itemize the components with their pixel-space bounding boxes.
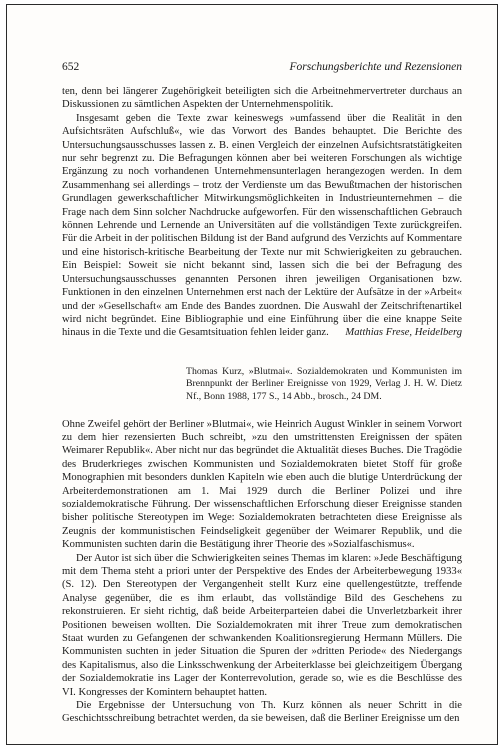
page-number: 652 [62,61,80,73]
review1-paragraph-2: Insgesamt geben die Texte zwar keineswegs »umfassend über die Realität in den Aufsichtsräten Aufschluß«, wie das Vorwort des Bandes behauptet. Die Berichte des Untersuchungsausschusses lassen z. B. einen Vergleich der einzelnen Aufsichtsratstätigkeiten nur sehr begrenzt zu. Die Befragungen können aber bei weiteren Forschungen als wichtige Ergänzung zu noch vorhandenen Unternehmensunterlagen herangezogen werden. In dem Zusammenhang sei allerdings – trotz der Verdienste um das Bewußtmachen der historischen Grundlagen gewerkschaftlicher Mitwirkungsmöglichkeiten in Industrieunternehmen – die Frage nach dem Sinn solcher Nachdrucke aufgeworfen. Für den wissenschaftlichen Gebrauch können Lehrende und Lernende an Universitäten auf die vollständigen Texte zurückgreifen. Für die Arbeit in der politischen Bildung ist der Band aufgrund des Verzichts auf Kommentare und eine historisch-kritische Bearbeitung der Texte nur mit Schwierigkeiten zu gebrauchen. Ein Beispiel: Soweit sie nicht bekannt sind, lassen sich die bei der Befragung des Untersuchungsausschusses genannten Personen ihren jeweiligen Organisationen bzw. Funktionen in den einzelnen Unternehmen erst nach der Lektüre der Aufsätze in der »Arbeit« und der »Gesellschaft« am Ende des Bandes zuordnen. Die Auswahl der Zeitschriftenartikel wird nicht begründet. Eine Bibliographie und eine Einführung über die eine knappe Seite hinaus in die Texte und die Gesamtsituation fehlen leider ganz. [62,112,462,339]
review1-signature: Matthias Frese, Heidelberg [345,327,462,339]
review2-bibliography: Thomas Kurz, »Blutmai«. Sozialdemokraten und Kommunisten im Brennpunkt der Berliner Ereignisse von 1929, Verlag J. H. W. Dietz Nf., Bonn 1988, 177 S., 14 Abb., brosch., 24 DM. [186,365,462,402]
review2-paragraph-3: Die Ergebnisse der Untersuchung von Th. Kurz können als neuer Schritt in die Geschichtsschreibung betrachtet werden, da sie beweisen, daß die Berliner Ereignisse um den [62,700,462,725]
review1-paragraph-1: ten, denn bei längerer Zugehörigkeit beteiligten sich die Arbeitnehmervertreter durchaus an Diskussionen zu sämtlichen Aspekten der Unternehmenspolitik. [62,86,462,111]
page-header [62,60,462,74]
review2-paragraph-1: Ohne Zweifel gehört der Berliner »Blutmai«, wie Heinrich August Winkler in seinem Vorwort zu dem hier rezensierten Buch schreibt, »zu den umstrittensten Ereignissen der späten Weimarer Republik«. Aber nicht nur das begründet die Aktualität dieses Buches. Die Tragödie des Bruderkrieges zwischen Kommunisten und Sozialdemokraten bietet Stoff für große Monographien mit besonders dunklen Kapiteln wie eben auch die blutige Unterdrückung der Arbeiterdemonstrationen am 1. Mai 1929 durch die Berliner Polizei und ihre sozialdemokratische Führung. Der wissenschaftlichen Erforschung dieser Ereignisse standen bisher politische Stereotypen im Wege: Sozialdemokraten betrachteten diese Ereignisse als Zeugnis der kommunistischen Feindseligkeit gegenüber der Weimarer Republik, und die Kommunisten suchten darin die Bestätigung ihrer Theorie des »Sozialfaschismus«. [62,418,462,551]
page-body [62,85,462,726]
running-title: Forschungsberichte und Rezensionen [289,61,462,73]
review2-paragraph-2: Der Autor ist sich über die Schwierigkeiten seines Themas im klaren: »Jede Beschäftigung mit dem Thema steht a priori unter der Perspektive des Endes der Arbeiterbewegung 1933« (S. 12). Den Stereotypen der Vergangenheit stellt Kurz eine quellengestützte, treffende Analyse gegenüber, die es ihm erlaubt, das vollständige Bild des Geschehens zu rekonstruieren. Er sieht richtig, daß beide Arbeiterparteien dabei die Unverletzbarkeit ihrer Positionen beweisen wollten. Die Sozialdemokraten mit ihrer Treue zum demokratischen Staat wurden zu Gefangenen der schwankenden Koalitionsregierung Hermann Müllers. Die Kommunisten suchten in jeder Situation die Spuren der »dritten Periode« des Niedergangs des Kapitalismus, also die Linksschwenkung der Arbeiterklasse bei gleichzeitigem Übergang der Sozialdemokratie ins Lager der Konterrevolution, gerade so, wie es die Beschlüsse des VI. Kongresses der Komintern behauptet hatten. [62,552,462,698]
